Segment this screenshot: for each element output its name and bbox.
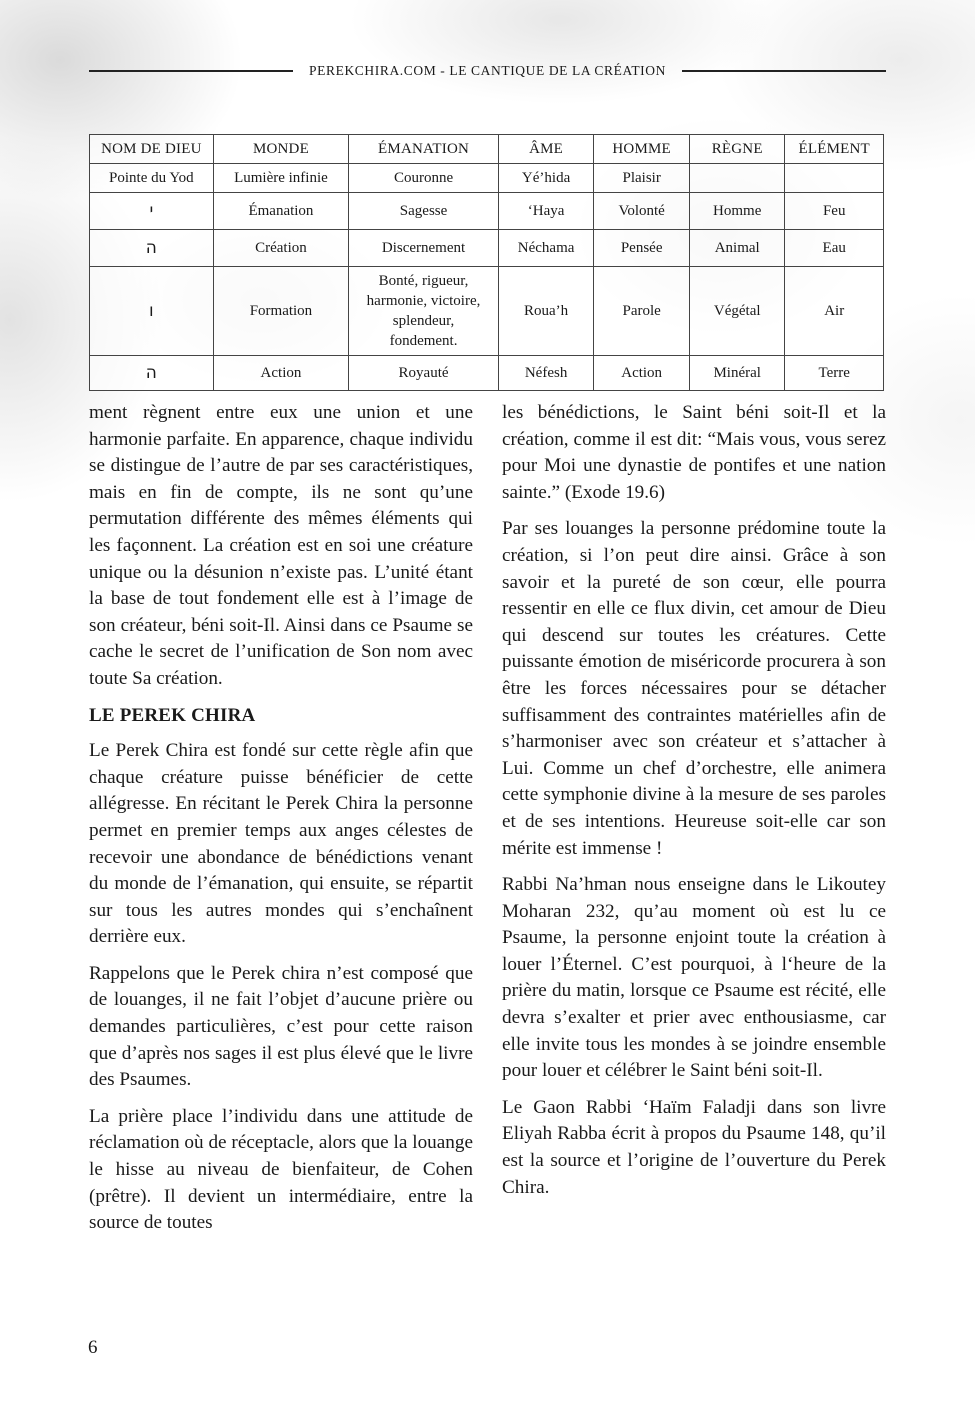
header-emanation: ÉMANATION [349, 135, 499, 164]
hebrew-letter-vav: ו [90, 267, 214, 356]
cell-regne: Animal [690, 230, 785, 267]
cell-emanation [349, 267, 499, 356]
cell-regne: Végétal [690, 267, 785, 356]
header-homme: HOMME [594, 135, 690, 164]
cell-monde: Création [213, 230, 348, 267]
cell-ame: Néchama [498, 230, 593, 267]
cell-monde: Émanation [213, 193, 348, 230]
running-header [89, 60, 886, 82]
header-rule-left [89, 70, 293, 72]
paragraph: ment règnent entre eux une union et une harmonie parfaite. En apparence, chaque individu se distingue de l’autre de par ses caractéristiques, mais en fin de compte, ils ne sont qu’une permutation différente des mêmes éléments qui les façonnent. La création est en soi une créature unique ou la désunion n’existe pas. L’unité étant la base de tout fondement elle est à l’image de son créateur, béni soit-Il. Ainsi dans ce Psaume se cache le secret de l’unification de Son nom avec toute Sa création. [89, 402, 473, 689]
header-nom-de-dieu: NOM DE DIEU [90, 135, 214, 164]
cell-regne: Minéral [690, 356, 785, 391]
cell-monde: Action [213, 356, 348, 391]
paragraph: Rappelons que le Perek chira n’est composé que de louanges, il ne fait l’objet d’aucune prière ou demandes particulières, c’est pour cette raison que d’après nos sages il est plus élevé que le livre des Psaumes. [89, 962, 473, 1091]
emanation-line: harmonie, victoire, [366, 293, 481, 309]
paragraph: Par ses louanges la personne prédomine toute la création, si l’on peut dire ainsi. Grâce à son savoir et la pureté de son cœur, elle pourra ressentir en elle ce flux divin, cet amour de Dieu qui descend sur toutes les créatures. Cette puissante émotion de miséricorde procurera à son être les forces nécessaires pour se détacher suffisamment des contraintes matérielles afin de s’harmoniser avec son créateur et s’attacher à Lui. Comme un chef d’orchestre, elle animera cette symphonie divine à la mesure de ses paroles et de ses intentions. Heureuse soit-elle car son mérite est immense ! [502, 518, 886, 859]
right-text-column [502, 400, 886, 1211]
table-row [90, 193, 884, 230]
header-regne: RÈGNE [690, 135, 785, 164]
cell-emanation: Couronne [349, 164, 499, 193]
cell-element [785, 164, 884, 193]
emanation-line: splendeur, [392, 313, 455, 329]
table-row [90, 267, 884, 356]
cell-homme: Pensée [594, 230, 690, 267]
running-title: PEREKCHIRA.COM - LE CANTIQUE DE LA CRÉATION [309, 63, 666, 78]
cell-element: Terre [785, 356, 884, 391]
header-rule-right [682, 70, 886, 72]
table-row [90, 230, 884, 267]
paragraph: Le Perek Chira est fondé sur cette règle afin que chaque créature puisse bénéficier de cette allégresse. En récitant le Perek Chira la personne permet en premier temps aux anges célestes de recevoir une abondance de bénédictions venant du monde de l’émanation, qui ensuite, se répartit sur tous les autres mondes qui s’enchaînent derrière eux. [89, 740, 473, 948]
page-number: 6 [88, 1337, 98, 1358]
cell-homme: Plaisir [594, 164, 690, 193]
paragraph: La prière place l’individu dans une attitude de réclamation où de réceptacle, alors que la louange le hisse au niveau de bienfaiteur, de Cohen (prêtre). Il devient un intermédiaire, entre la source de toutes [89, 1105, 473, 1234]
cell-monde: Lumière infinie [213, 164, 348, 193]
hebrew-letter-yod: י [90, 193, 214, 230]
cell-element: Air [785, 267, 884, 356]
header-monde: MONDE [213, 135, 348, 164]
cell-ame: Yé’hida [498, 164, 593, 193]
emanation-line: fondement. [389, 333, 458, 349]
hebrew-letter-he: ה [90, 230, 214, 267]
cell-regne [690, 164, 785, 193]
correspondence-table [89, 134, 884, 391]
cell-homme: Volonté [594, 193, 690, 230]
cell-emanation: Sagesse [349, 193, 499, 230]
header-ame: ÂME [498, 135, 593, 164]
cell-ame: ‘Haya [498, 193, 593, 230]
header-element: ÉLÉMENT [785, 135, 884, 164]
cell-element: Eau [785, 230, 884, 267]
table-header-row [90, 135, 884, 164]
emanation-line: Bonté, rigueur, [378, 273, 469, 289]
cell-monde: Formation [213, 267, 348, 356]
cell-emanation: Royauté [349, 356, 499, 391]
paragraph: Le Gaon Rabbi ‘Haïm Faladji dans son livre Eliyah Rabba écrit à propos du Psaume 148, qu’il est la source et l’origine de l’ouverture du Perek Chira. [502, 1096, 886, 1198]
cell-nom: Pointe du Yod [90, 164, 214, 193]
table-row [90, 164, 884, 193]
cell-homme: Parole [594, 267, 690, 356]
left-text-column [89, 400, 473, 1247]
paragraph: les bénédictions, le Saint béni soit-Il et la création, comme il est dit: “Mais vous, vous serez pour Moi une dynastie de pontifes et une nation sainte.” (Exode 19.6) [502, 402, 886, 503]
cell-homme: Action [594, 356, 690, 391]
section-heading: LE PEREK CHIRA [89, 704, 256, 726]
cell-element: Feu [785, 193, 884, 230]
paragraph: Rabbi Na’hman nous enseigne dans le Likoutey Moharan 232, qu’au moment où est lu ce Psaume, la personne enjoint toute la création à louer l’Éternel. C’est pourquoi, à l‘heure de la prière du matin, lorsque ce Psaume est récité, elle devra s’exalter et prier avec enthousiasme, car elle invite tous les mondes à se joindre ensemble pour louer et célébrer le Saint béni soit-Il. [502, 874, 886, 1082]
table-row [90, 356, 884, 391]
cell-emanation: Discernement [349, 230, 499, 267]
cell-ame: Néfesh [498, 356, 593, 391]
hebrew-letter-he: ה [90, 356, 214, 391]
cell-regne: Homme [690, 193, 785, 230]
cell-ame: Roua’h [498, 267, 593, 356]
